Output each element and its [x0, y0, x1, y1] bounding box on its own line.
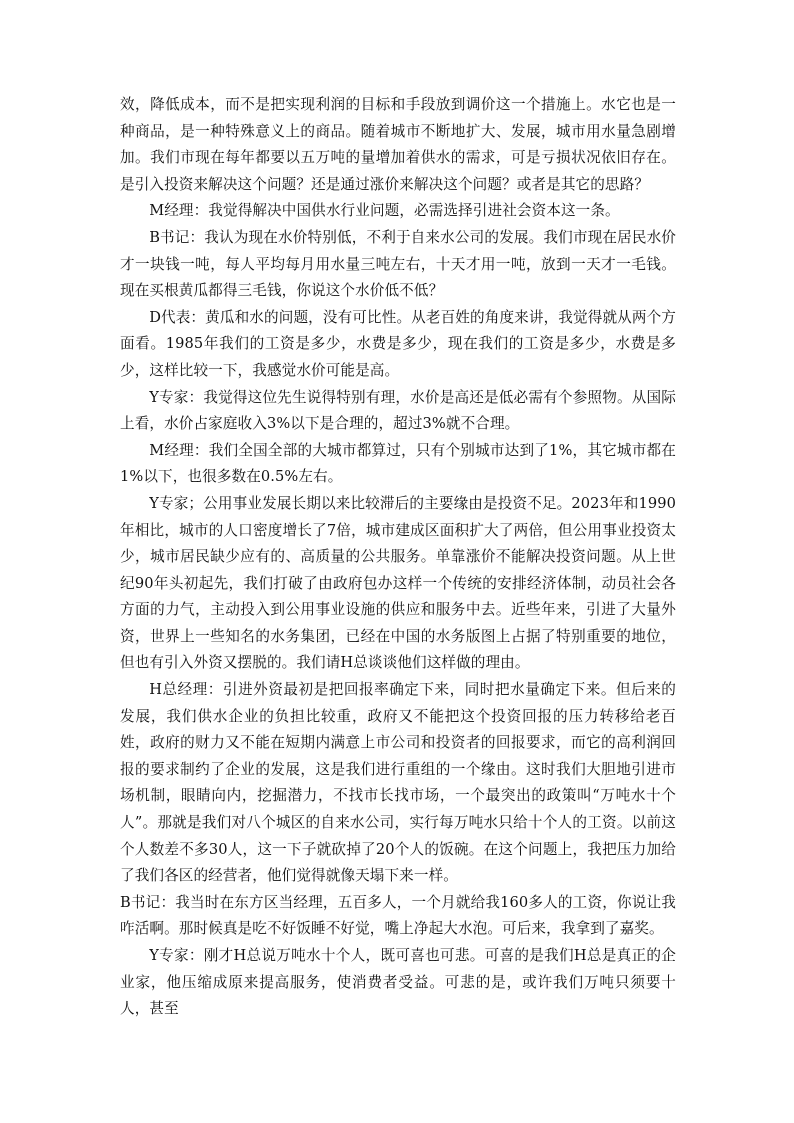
paragraph-d-representative: D代表：黄瓜和水的问题，没有可比性。从老百姓的角度来讲，我觉得就从两个方面看。1985年我们的工资是多少，水费是多少，现在我们的工资是多少，水费是多少，这样比较一下，我感觉水价可能是高。 [120, 308, 676, 379]
paragraph-y-expert-1: Y专家：我觉得这位先生说得特别有理，水价是高还是低必需有个参照物。从国际上看，水价占家庭收入3%以下是合理的，超过3%就不合理。 [120, 388, 676, 433]
paragraph-intro: 效，降低成本，而不是把实现利润的目标和手段放到调价这一个措施上。水它也是一种商品，是一种特殊意义上的商品。随着城市不断地扩大、发展，城市用水量急剧增加。我们市现在每年都要以五万吨的量增加着供水的需求，可是亏损状况依旧存在。是引入投资来解决这个问题？还是通过涨价来解决这个问题？或者是其它的思路？ [120, 96, 676, 193]
paragraph-y-expert-3: Y专家：刚才H总说万吨水十个人，既可喜也可悲。可喜的是我们H总是真正的企业家，他压缩成原来提高服务，使消费者受益。可悲的是，或许我们万吨只须要十人，甚至 [120, 947, 676, 1018]
paragraph-y-expert-2: Y专家；公用事业发展长期以来比较滞后的主要缘由是投资不足。2023年和1990年相比，城市的人口密度增长了7倍，城市建成区面积扩大了两倍，但公用事业投资太少，城市居民缺少应有的、高质量的公共服务。单靠涨价不能解决投资问题。从上世纪90年头初起先，我们打破了由政府包办这样一个传统的安排经济体制，动员社会各方面的力气，主动投入到公用事业设施的供应和服务中去。近些年来，引进了大量外资，世界上一些知名的水务集团，已经在中国的水务版图上占据了特别重要的地位，但也有引入外资又摆脱的。我们请H总谈谈他们这样做的理由。 [120, 494, 676, 672]
document-page [120, 92, 676, 1023]
paragraph-h-general-manager: H总经理：引进外资最初是把回报率确定下来，同时把水量确定下来。但后来的发展，我们供水企业的负担比较重，政府又不能把这个投资回报的压力转移给老百姓，政府的财力又不能在短期内满意上市公司和投资者的回报要求，而它的高利润回报的要求制约了企业的发展，这是我们进行重组的一个缘由。这时我们大胆地引进市场机制，眼睛向内，挖掘潜力，不找市长找市场，一个最突出的政策叫“万吨水十个人”。那就是我们对八个城区的自来水公司，实行每万吨水只给十个人的工资。以前这个人数差不多30人，这一下子就砍掉了20个人的饭碗。在这个问题上，我把压力加给了我们各区的经营者，他们觉得就像天塌下来一样。 [120, 681, 676, 885]
paragraph-b-secretary-2: B书记：我当时在东方区当经理，五百多人，一个月就给我160多人的工资，你说让我咋活啊。那时候真是吃不好饭睡不好觉，嘴上净起大水泡。可后来，我拿到了嘉奖。 [120, 893, 676, 938]
paragraph-m-manager-2: M经理：我们全国全部的大城市都算过，只有个别城市达到了1%，其它城市都在1%以下，也很多数在0.5%左右。 [120, 441, 676, 486]
paragraph-m-manager-1: M经理：我觉得解决中国供水行业问题，必需选择引进社会资本这一条。 [149, 202, 620, 220]
paragraph-b-secretary-1: B书记：我认为现在水价特别低，不利于自来水公司的发展。我们市现在居民水价才一块钱一吨，每人平均每月用水量三吨左右，十天才用一吨，放到一天才一毛钱。现在买根黄瓜都得三毛钱，你说这个水价低不低？ [120, 228, 676, 300]
